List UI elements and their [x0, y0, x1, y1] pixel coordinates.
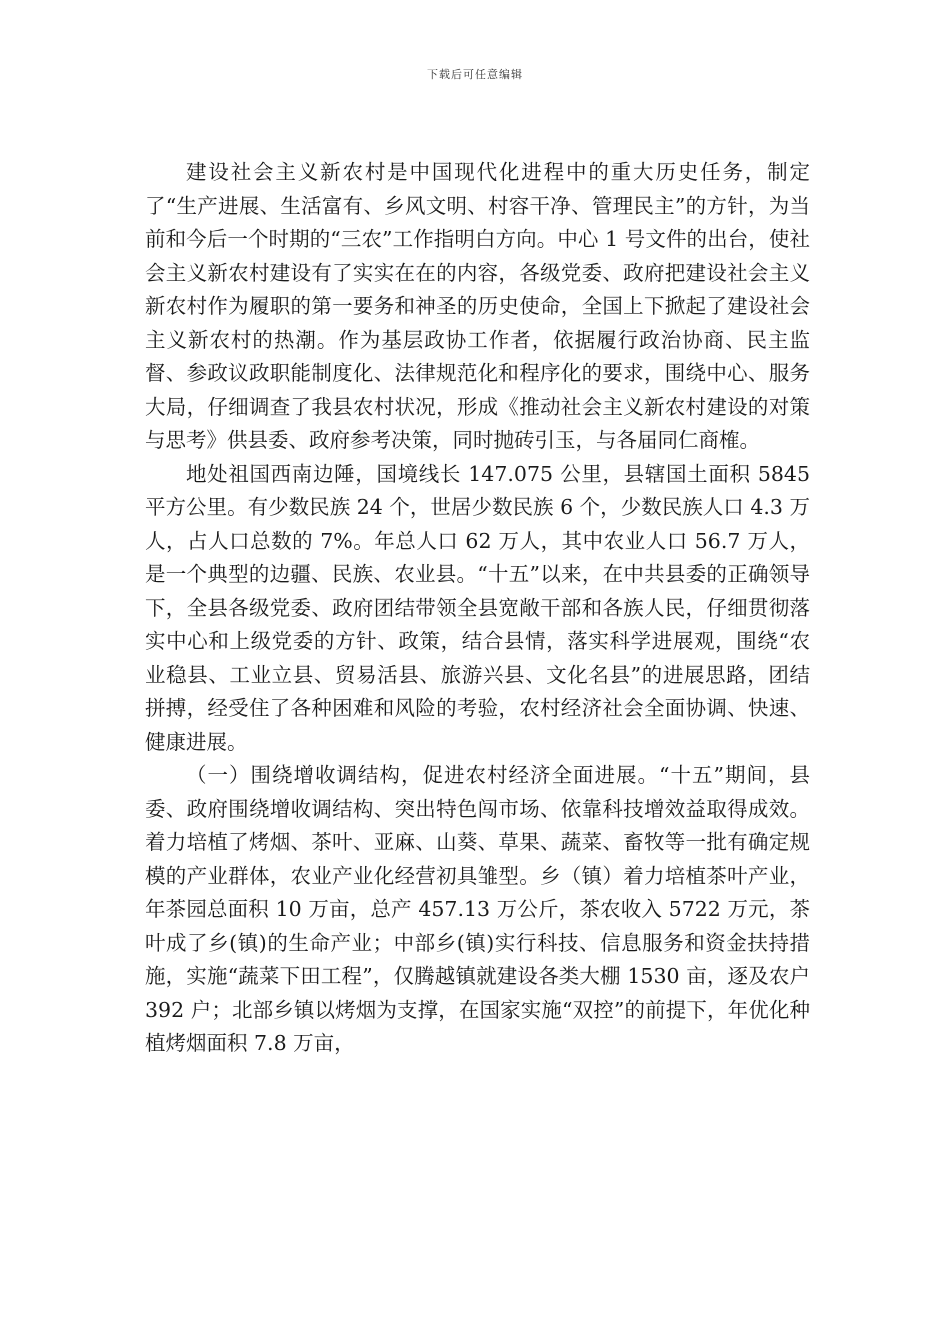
paragraph-county-overview: 地处祖国西南边陲，国境线长 147.075 公里，县辖国土面积 5845 平方公里。有少数民族 24 个，世居少数民族 6 个，少数民族人口 4.3 万人，占人口总数的 7%。年总人口 62 万人，其中农业人口 56.7 万人，是一个典型的边疆、民族、农业县。“十五”以来，在中共县委的正确领导下，全县各级党委、政府团结带领全县宽敞干部和各族人民，仔细贯彻落实中心和上级党委的方针、政策，结合县情，落实科学进展观，围绕“农业稳县、工业立县、贸易活县、旅游兴县、文化名县”的进展思路，团结拼搏，经受住了各种困难和风险的考验，农村经济社会全面协调、快速、健康进展。 — [145, 461, 810, 754]
header-note: 下载后可任意编辑 — [427, 68, 523, 81]
paragraph-intro: 建设社会主义新农村是中国现代化进程中的重大历史任务，制定了“生产进展、生活富有、乡风文明、村容干净、管理民主”的方针，为当前和今后一个时期的“三农”工作指明白方向。中心 1 号文件的出台，使社会主义新农村建设有了实实在在的内容，各级党委、政府把建设社会主义新农村作为履职的第一要务和神圣的历史使命，全国上下掀起了建设社会主义新农村的热潮。作为基层政协工作者，依据履行政治协商、民主监督、参政议政职能制度化、法律规范化和程序化的要求，围绕中心、服务大局，仔细调查了我县农村状况，形成《推动社会主义新农村建设的对策与思考》供县委、政府参考决策，同时抛砖引玉，与各届同仁商榷。 — [145, 160, 810, 452]
paragraph-section-one: （一）围绕增收调结构，促进农村经济全面进展。“十五”期间，县委、政府围绕增收调结构、突出特色闯市场、依靠科技增效益取得成效。着力培植了烤烟、茶叶、亚麻、山葵、草果、蔬菜、畜牧等一批有确定规模的产业群体，农业产业化经营初具雏型。乡（镇）着力培植茶叶产业，年茶园总面积 10 万亩，总产 457.13 万公斤，茶农收入 5722 万元，茶叶成了乡(镇)的生命产业；中部乡(镇)实行科技、信息服务和资金扶持措施，实施“蔬菜下田工程”，仅腾越镇就建设各类大棚 1530 亩，逐及农户 392 户；北部乡镇以烤烟为支撑，在国家实施“双控”的前提下，年优化种植烤烟面积 7.8 万亩， — [145, 763, 810, 1055]
document-body — [145, 156, 810, 1061]
